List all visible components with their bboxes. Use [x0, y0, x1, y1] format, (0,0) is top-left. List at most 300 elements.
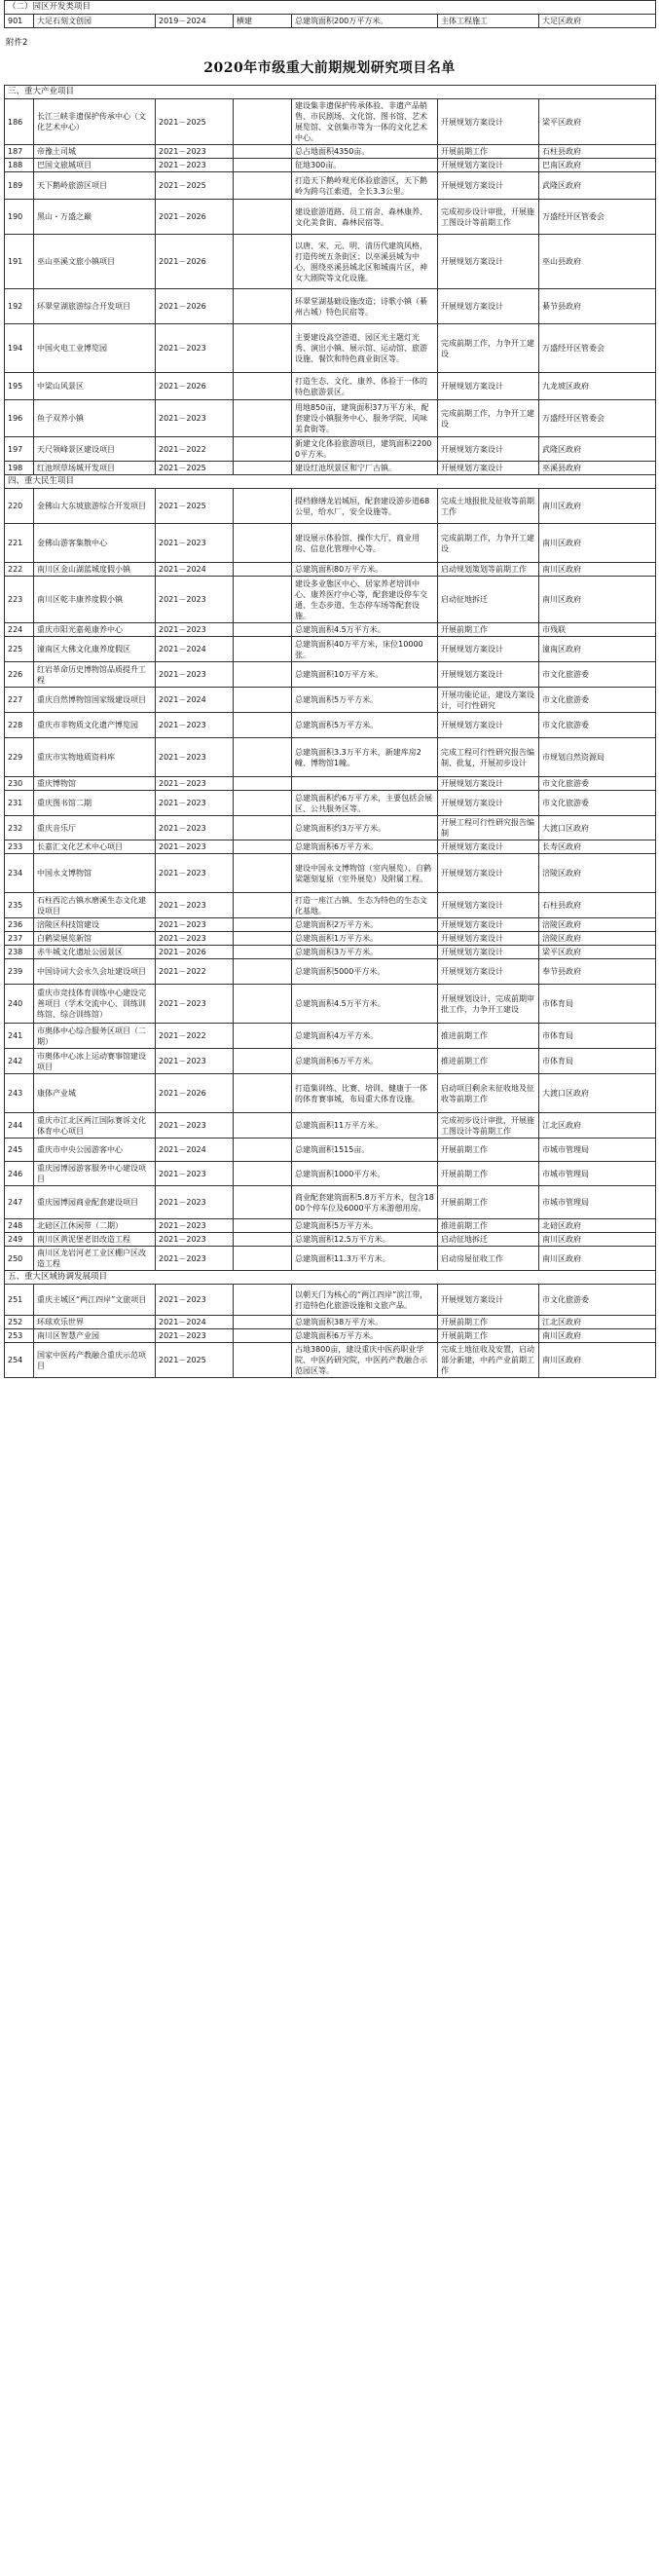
row-number: 232: [5, 816, 34, 840]
project-name: 大足石刻文创园: [34, 15, 156, 28]
row-number: 239: [5, 959, 34, 985]
build-period: 2021－2023: [156, 145, 234, 159]
build-type: [234, 289, 292, 324]
table-row: [5, 637, 656, 662]
project-name: 重庆音乐厅: [34, 816, 156, 840]
progress-goal: 开展规划方案设计: [438, 159, 539, 172]
row-number: 188: [5, 159, 34, 172]
table-row: [5, 159, 656, 172]
top-table: [4, 0, 656, 28]
progress-goal: 启动征地拆迁: [438, 577, 539, 623]
build-type: [234, 1329, 292, 1343]
build-period: 2021－2024: [156, 637, 234, 662]
build-content: 总建筑面积1515亩。: [292, 1139, 438, 1162]
build-period: 2021－2023: [156, 854, 234, 893]
build-period: 2021－2023: [156, 893, 234, 918]
table-row: [5, 1316, 656, 1329]
row-number: 238: [5, 946, 34, 959]
build-type: [234, 1024, 292, 1049]
build-period: 2021－2023: [156, 1049, 234, 1074]
build-content: 总建筑面积6万平方米。: [292, 1329, 438, 1343]
table-row: [5, 1139, 656, 1162]
build-content: 总建筑面积3万平方米。: [292, 946, 438, 959]
responsible-unit: 长寿区政府: [539, 840, 656, 854]
section-title: 五、重大区域协调发展项目: [5, 1271, 656, 1285]
build-content: 打造天下鹅岭观光体验旅游区，天下鹅岭为跨乌江索道，全长3.3公里。: [292, 172, 438, 200]
project-name: 国家中医药产教融合重庆示范项目: [34, 1343, 156, 1378]
build-type: [234, 840, 292, 854]
build-period: 2021－2023: [156, 1233, 234, 1247]
row-number: 237: [5, 932, 34, 946]
project-name: 帝豫土司城: [34, 145, 156, 159]
table-row: [5, 1233, 656, 1247]
build-content: 总建筑面积6万平方米。: [292, 1049, 438, 1074]
table-row: [5, 840, 656, 854]
project-name: 重庆市竞技体育训练中心建设完善项目（学术交流中心、训练训练馆、综合训练馆）: [34, 985, 156, 1024]
build-content: 总建筑面积10万平方米。: [292, 662, 438, 688]
responsible-unit: 南川区政府: [539, 1247, 656, 1271]
build-period: 2021－2024: [156, 1139, 234, 1162]
progress-goal: 开展规划方案设计: [438, 932, 539, 946]
project-name: 重庆主城区“两江四岸”文旅项目: [34, 1285, 156, 1316]
progress-goal: 推进前期工作: [438, 1219, 539, 1233]
progress-goal: 完成初步设计审批，开展施工图设计等前期工作: [438, 1113, 539, 1139]
build-type: [234, 918, 292, 932]
section-row: [5, 475, 656, 489]
project-name: 重庆园博园商业配套建设项目: [34, 1186, 156, 1219]
section-row: [5, 86, 656, 99]
build-content: 商业配套建筑面积5.8万平方米，包含1800个停车位及6000平方米游憩用房。: [292, 1186, 438, 1219]
project-name: 鱼子双养小镇: [34, 400, 156, 437]
build-period: 2019－2024: [156, 15, 234, 28]
responsible-unit: 江北区政府: [539, 1113, 656, 1139]
responsible-unit: 市城市管理局: [539, 1139, 656, 1162]
build-content: 打造一座江古镇、生态为特色的生态文化基地。: [292, 893, 438, 918]
build-type: [234, 623, 292, 637]
responsible-unit: 涪陵区政府: [539, 854, 656, 893]
responsible-unit: 市文化旅游委: [539, 777, 656, 791]
project-name: 中国诗词大会永久会址建设项目: [34, 959, 156, 985]
build-period: 2021－2023: [156, 1285, 234, 1316]
progress-goal: 开展规划方案设计: [438, 777, 539, 791]
build-content: 总建筑面积1000平方米。: [292, 1162, 438, 1186]
project-name: 南川区黄泥堡老旧改造工程: [34, 1233, 156, 1247]
responsible-unit: 万盛经开区管委会: [539, 324, 656, 373]
table-row: [5, 985, 656, 1024]
project-name: 长江三峡非遗保护传承中心（文化艺术中心）: [34, 99, 156, 145]
row-number: 236: [5, 918, 34, 932]
table-row: [5, 738, 656, 777]
responsible-unit: 武隆区政府: [539, 172, 656, 200]
build-type: [234, 791, 292, 816]
progress-goal: 开展前期工作: [438, 1186, 539, 1219]
build-type: [234, 1162, 292, 1186]
table-row: [5, 172, 656, 200]
build-period: 2021－2025: [156, 1343, 234, 1378]
table-row: [5, 1113, 656, 1139]
table-row: [5, 145, 656, 159]
project-name: 重庆博物馆: [34, 777, 156, 791]
responsible-unit: 武隆区政府: [539, 437, 656, 462]
row-number: 252: [5, 1316, 34, 1329]
table-row: [5, 1329, 656, 1343]
build-type: [234, 1074, 292, 1113]
responsible-unit: 綦节县政府: [539, 289, 656, 324]
build-type: [234, 563, 292, 577]
build-type: [234, 373, 292, 400]
table-row: [5, 235, 656, 289]
table-row: [5, 777, 656, 791]
progress-goal: 开展规划方案设计: [438, 946, 539, 959]
build-type: [234, 1343, 292, 1378]
project-name: 金佛山大东坡旅游综合开发项目: [34, 489, 156, 524]
build-type: [234, 524, 292, 563]
project-name: 南川区龙岩河老工业区棚户区改造工程: [34, 1247, 156, 1271]
responsible-unit: 梁平区政府: [539, 946, 656, 959]
build-type: [234, 1233, 292, 1247]
table-row: [5, 1247, 656, 1271]
build-type: [234, 985, 292, 1024]
build-period: 2021－2024: [156, 688, 234, 713]
build-period: 2021－2023: [156, 738, 234, 777]
progress-goal: 开展规划方案设计: [438, 854, 539, 893]
build-type: [234, 159, 292, 172]
build-period: 2021－2023: [156, 1247, 234, 1271]
progress-goal: 完成前期工作，力争开工建设: [438, 400, 539, 437]
build-content: 以朝天门为核心的“两江四岸”滨江带，打造特色化旅游设施和文旅产品。: [292, 1285, 438, 1316]
table-row: [5, 563, 656, 577]
responsible-unit: 市体育局: [539, 1024, 656, 1049]
responsible-unit: 市残联: [539, 623, 656, 637]
table-row: [5, 893, 656, 918]
progress-goal: 开展规划方案设计: [438, 172, 539, 200]
row-number: 245: [5, 1139, 34, 1162]
project-name: 赤牛城文化遗址公园景区: [34, 946, 156, 959]
build-type: [234, 1247, 292, 1271]
responsible-unit: 市文化旅游委: [539, 662, 656, 688]
row-number: 222: [5, 563, 34, 577]
table-row: [5, 437, 656, 462]
build-period: 2021－2023: [156, 840, 234, 854]
progress-goal: 开展规划方案设计: [438, 235, 539, 289]
project-name: 重庆自然博物馆国家级建设项目: [34, 688, 156, 713]
responsible-unit: 巫溪县政府: [539, 462, 656, 475]
project-name: 天下鹅岭旅游区项目: [34, 172, 156, 200]
build-content: 总建筑面积6万平方米。: [292, 840, 438, 854]
build-type: [234, 200, 292, 235]
project-name: 重庆市非物质文化遗产博览园: [34, 713, 156, 738]
project-name: 潼南区大佛文化康养度假区: [34, 637, 156, 662]
build-content: 打造生态、文化、康养、体验于一体的特色旅游景区。: [292, 373, 438, 400]
table-row: [5, 15, 656, 28]
responsible-unit: 九龙坡区政府: [539, 373, 656, 400]
build-type: [234, 959, 292, 985]
section-title: 四、重大民生项目: [5, 475, 656, 489]
build-content: 环翠堂湖基础设施改造；诗歌小镇（綦州古城）特色民宿等。: [292, 289, 438, 324]
row-number: 197: [5, 437, 34, 462]
progress-goal: 开展规划方案设计: [438, 662, 539, 688]
table-row: [5, 946, 656, 959]
build-type: [234, 1139, 292, 1162]
build-content: 总建筑面积5万平方米。: [292, 713, 438, 738]
build-type: [234, 235, 292, 289]
project-name: 重庆市中央公园游客中心: [34, 1139, 156, 1162]
build-period: 2021－2025: [156, 172, 234, 200]
project-name: 石柱西沱古镇水磨溪生态文化建设项目: [34, 893, 156, 918]
progress-goal: 启动征地拆迁: [438, 1233, 539, 1247]
build-type: [234, 662, 292, 688]
row-number: 191: [5, 235, 34, 289]
project-name: 长嘉汇文化艺术中心项目: [34, 840, 156, 854]
responsible-unit: 南川区政府: [539, 1233, 656, 1247]
build-content: 主要建设高空游道、园区光主题灯光秀、演出小镇、展示馆、运动馆、旅游设施、餐饮和特色商业街区等。: [292, 324, 438, 373]
build-type: [234, 1316, 292, 1329]
responsible-unit: 石柱县政府: [539, 893, 656, 918]
row-number: 241: [5, 1024, 34, 1049]
progress-goal: 开展规划方案设计: [438, 840, 539, 854]
responsible-unit: 南川区政府: [539, 563, 656, 577]
build-period: 2021－2023: [156, 985, 234, 1024]
project-name: 重庆市实物地质资料库: [34, 738, 156, 777]
project-name: 康体产业城: [34, 1074, 156, 1113]
row-number: 250: [5, 1247, 34, 1271]
build-content: 总建筑面积200万平方米。: [292, 15, 438, 28]
project-name: 环球欢乐世界: [34, 1316, 156, 1329]
project-name: 巴国文旅城项目: [34, 159, 156, 172]
build-type: 横建: [234, 15, 292, 28]
build-content: 建设多业態区中心、居家养老培训中心、康养医疗中心等，配套建设停车交通、生态步道、生态停车场等配套设施。: [292, 577, 438, 623]
progress-goal: 开展规划方案设计: [438, 893, 539, 918]
build-type: [234, 1186, 292, 1219]
project-name: 重庆市阳光嘉苑康养中心: [34, 623, 156, 637]
row-number: 221: [5, 524, 34, 563]
row-number: 254: [5, 1343, 34, 1378]
project-name: 重庆市江北区两江国际赛诉文化体育中心项目: [34, 1113, 156, 1139]
table-row: [5, 1024, 656, 1049]
build-period: 2021－2022: [156, 959, 234, 985]
build-type: [234, 489, 292, 524]
project-name: 重庆园博园游客服务中心建设项目: [34, 1162, 156, 1186]
project-name: 红岩革命历史博物馆品质提升工程: [34, 662, 156, 688]
responsible-unit: 涪陵区政府: [539, 918, 656, 932]
build-content: 总建筑面积约3万平方米。: [292, 816, 438, 840]
table-row: [5, 959, 656, 985]
build-content: 总建筑面积4.5万平方米。: [292, 985, 438, 1024]
progress-goal: 开展前期工作: [438, 1162, 539, 1186]
project-name: 红池坝草场城开发项目: [34, 462, 156, 475]
row-number: 189: [5, 172, 34, 200]
table-row: [5, 289, 656, 324]
build-content: 总建筑面积4.5万平方米。: [292, 623, 438, 637]
build-type: [234, 400, 292, 437]
row-number: 229: [5, 738, 34, 777]
responsible-unit: 南川区政府: [539, 577, 656, 623]
row-number: 187: [5, 145, 34, 159]
progress-goal: 启动规划策划等前期工作: [438, 563, 539, 577]
build-content: 总建筑面积4万平方米。: [292, 1024, 438, 1049]
build-period: 2021－2023: [156, 623, 234, 637]
table-row: [5, 577, 656, 623]
attachment-label: 附件2: [6, 38, 28, 48]
progress-goal: 开展前期工作: [438, 1329, 539, 1343]
build-period: 2021－2023: [156, 159, 234, 172]
build-period: 2021－2023: [156, 662, 234, 688]
project-name: 白鹤梁展览新馆: [34, 932, 156, 946]
row-number: 253: [5, 1329, 34, 1343]
responsible-unit: 市文化旅游委: [539, 713, 656, 738]
row-number: 243: [5, 1074, 34, 1113]
progress-goal: 完成初步设计审批，开展施工图设计等前期工作: [438, 200, 539, 235]
build-type: [234, 1049, 292, 1074]
build-period: 2021－2023: [156, 1113, 234, 1139]
responsible-unit: 万盛经开区管委会: [539, 400, 656, 437]
table-row: [5, 623, 656, 637]
build-content: 总建筑面积11.3万平方米。: [292, 1247, 438, 1271]
responsible-unit: 石柱县政府: [539, 145, 656, 159]
row-number: 225: [5, 637, 34, 662]
build-period: 2021－2026: [156, 200, 234, 235]
responsible-unit: 市文化旅游委: [539, 688, 656, 713]
project-name: 重庆图书馆二期: [34, 791, 156, 816]
build-period: 2021－2023: [156, 777, 234, 791]
build-content: 建设展示体验馆、操作大厅、商业用房、信息化管理中心等。: [292, 524, 438, 563]
build-period: 2021－2023: [156, 1219, 234, 1233]
build-period: 2021－2025: [156, 489, 234, 524]
progress-goal: 完成前期工作，力争开工建设: [438, 324, 539, 373]
progress-goal: 开展规划方案设计: [438, 99, 539, 145]
build-content: 总建筑面积11万平方米。: [292, 1113, 438, 1139]
build-period: 2021－2023: [156, 932, 234, 946]
table-row: [5, 489, 656, 524]
responsible-unit: 市体育局: [539, 1049, 656, 1074]
build-content: 总建筑面积12.5万平方米。: [292, 1233, 438, 1247]
responsible-unit: 梁平区政府: [539, 99, 656, 145]
build-period: 2021－2023: [156, 1186, 234, 1219]
build-content: 打造集训练、比赛、培训、健康于一体的体育赛事城，布局重大体育设施。: [292, 1074, 438, 1113]
build-content: 以唐、宋、元、明、清历代建筑风格，打造传统五条街区；以巫溪县城为中心，围绕巫溪县城北区和城南片区，神女大剧院等文化设施。: [292, 235, 438, 289]
project-name: 南川区金山湖蓝城度假小镇: [34, 563, 156, 577]
build-type: [234, 688, 292, 713]
responsible-unit: 大渡口区政府: [539, 1074, 656, 1113]
row-number: 231: [5, 791, 34, 816]
table-row: [5, 1219, 656, 1233]
table-row: [5, 932, 656, 946]
build-content: 总建筑面积5万平方米。: [292, 688, 438, 713]
row-number: 195: [5, 373, 34, 400]
row-number: 249: [5, 1233, 34, 1247]
progress-goal: 启动房屋征收工作: [438, 1247, 539, 1271]
build-type: [234, 946, 292, 959]
build-content: 总建筑面积2万平方米。: [292, 918, 438, 932]
row-number: 248: [5, 1219, 34, 1233]
build-content: 总建筑面积38万平方米。: [292, 1316, 438, 1329]
build-content: 建设集非遗保护传承体验、非遗产品销售、市民剧场、文化馆、图书馆、艺术展览馆、文创集市等为一体的文化艺术中心。: [292, 99, 438, 145]
project-table: [4, 85, 656, 1378]
document-title: 2020年市级重大前期规划研究项目名单: [203, 60, 456, 76]
responsible-unit: 市城市管理局: [539, 1186, 656, 1219]
table-row: [5, 1049, 656, 1074]
build-content: 建设中国永文博物馆（室内展览）、自鹤梁题刻复原（室外展览）及附属工程。: [292, 854, 438, 893]
responsible-unit: 市文化旅游委: [539, 1285, 656, 1316]
table-row: [5, 688, 656, 713]
responsible-unit: 万盛经开区管委会: [539, 200, 656, 235]
build-period: 2021－2024: [156, 1316, 234, 1329]
build-content: 建设旅游道路、员工宿舍、森林康养、文化美食街、森林民宿等。: [292, 200, 438, 235]
table-row: [5, 1074, 656, 1113]
build-type: [234, 1113, 292, 1139]
section-row: [5, 1271, 656, 1285]
build-content: 总建筑面积80万平方米。: [292, 563, 438, 577]
build-type: [234, 577, 292, 623]
row-number: 226: [5, 662, 34, 688]
project-name: 南川区乾丰康养度假小镇: [34, 577, 156, 623]
build-period: 2021－2023: [156, 524, 234, 563]
progress-goal: 开展前期工作: [438, 623, 539, 637]
project-name: 环翠堂湖旅游综合开发项目: [34, 289, 156, 324]
progress-goal: 开展规划方案设计: [438, 637, 539, 662]
build-period: 2021－2023: [156, 324, 234, 373]
build-period: 2021－2023: [156, 816, 234, 840]
project-name: 巫山巫溪文旅小镇项目: [34, 235, 156, 289]
build-period: 2021－2023: [156, 713, 234, 738]
project-name: 金佛山游客集散中心: [34, 524, 156, 563]
build-period: 2021－2023: [156, 400, 234, 437]
responsible-unit: 南川区政府: [539, 1343, 656, 1378]
build-content: 总建筑面积5000平方米。: [292, 959, 438, 985]
row-number: 223: [5, 577, 34, 623]
table-row: [5, 713, 656, 738]
build-content: 建设红池坝景区和宁厂古镇。: [292, 462, 438, 475]
project-name: 北碚区江休闲带（二期）: [34, 1219, 156, 1233]
progress-goal: 主体工程施工: [438, 15, 539, 28]
responsible-unit: 北碚区政府: [539, 1219, 656, 1233]
responsible-unit: 南川区政府: [539, 524, 656, 563]
project-name: 中国火电工业博览园: [34, 324, 156, 373]
build-period: 2021－2023: [156, 1162, 234, 1186]
section-title: 三、重大产业项目: [5, 86, 656, 99]
responsible-unit: 潼南区政府: [539, 637, 656, 662]
build-period: 2021－2022: [156, 1024, 234, 1049]
project-name: 黑山・万盛之巅: [34, 200, 156, 235]
progress-goal: 开展规划方案设计: [438, 791, 539, 816]
build-type: [234, 854, 292, 893]
build-period: 2021－2026: [156, 373, 234, 400]
build-type: [234, 713, 292, 738]
build-type: [234, 932, 292, 946]
row-number: 235: [5, 893, 34, 918]
build-content: [292, 777, 438, 791]
row-number: 244: [5, 1113, 34, 1139]
progress-goal: 开展规划方案设计: [438, 713, 539, 738]
build-period: 2021－2023: [156, 1329, 234, 1343]
progress-goal: 开展规划设计，完成前期审批工作，力争开工建设: [438, 985, 539, 1024]
build-period: 2021－2022: [156, 437, 234, 462]
row-number: 186: [5, 99, 34, 145]
build-content: 提档修缮龙岩城垣，配套建设游步道68公里，给水厂，安全设施等。: [292, 489, 438, 524]
progress-goal: 开展前期工作: [438, 1139, 539, 1162]
build-type: [234, 637, 292, 662]
responsible-unit: 市体育局: [539, 985, 656, 1024]
row-number: 228: [5, 713, 34, 738]
progress-goal: 完成土地报批及征收等前期工作: [438, 489, 539, 524]
build-period: 2021－2023: [156, 791, 234, 816]
responsible-unit: 南川区政府: [539, 1329, 656, 1343]
responsible-unit: 市文化旅游委: [539, 791, 656, 816]
row-number: 224: [5, 623, 34, 637]
table-row: [5, 200, 656, 235]
table-row: [5, 918, 656, 932]
progress-goal: 开展规划方案设计: [438, 462, 539, 475]
